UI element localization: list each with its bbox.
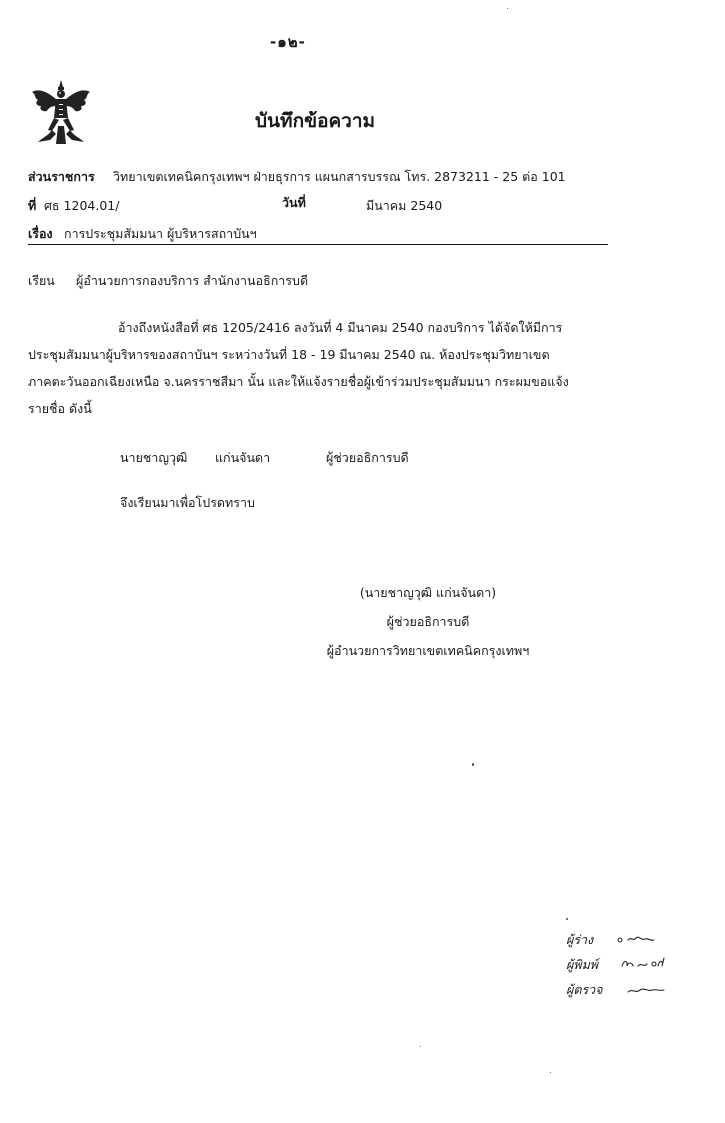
- scan-speck: [420, 1046, 421, 1047]
- subject-label: เรื่อง: [28, 226, 53, 241]
- date-label: วันที่: [282, 195, 306, 210]
- dept-label: ส่วนราชการ: [28, 169, 95, 184]
- routing-initials-icon: [614, 928, 674, 1000]
- body-paragraph: [28, 314, 608, 422]
- memo-title: บันทึกข้อความ: [255, 110, 376, 132]
- scan-speck: [507, 8, 508, 9]
- dept-value: วิทยาเขตเทคนิคกรุงเทพฯ ฝ่ายธุรการ แผนกสารบรรณ โทร. 2873211 - 25 ต่อ 101: [113, 169, 566, 184]
- checker-label: ผู้ตรวจ: [566, 982, 603, 997]
- attendee-position: ผู้ช่วยอธิการบดี: [326, 450, 409, 465]
- date-value: มีนาคม 2540: [366, 198, 443, 213]
- scan-speck: [472, 763, 474, 766]
- page-number: -๑๒-: [270, 33, 306, 51]
- body-line: ภาคตะวันออกเฉียงเหนือ จ.นครราชสีมา นั้น และให้แจ้งรายชื่อผู้เข้าร่วมประชุมสัมมนา กระผมขอแจ้ง: [28, 374, 569, 389]
- garuda-emblem-icon: [30, 78, 92, 146]
- subject-value: การประชุมสัมมนา ผู้บริหารสถาบันฯ: [64, 226, 257, 241]
- salutation-value: ผู้อำนวยการกองบริการ สำนักงานอธิการบดี: [76, 273, 309, 288]
- signature-name: (นายชาญวุฒิ แก่นจันดา): [359, 585, 497, 600]
- signature-org: ผู้อำนวยการวิทยาเขตเทคนิคกรุงเทพฯ: [326, 643, 530, 658]
- mark-dot: [566, 918, 568, 920]
- attendee-surname: แก่นจันดา: [215, 450, 271, 465]
- signature-title: ผู้ช่วยอธิการบดี: [386, 614, 470, 629]
- closing-text: จึงเรียนมาเพื่อโปรดทราบ: [120, 495, 255, 510]
- attendee-name: นายชาญวุฒิ: [120, 450, 188, 465]
- ref-value: ศธ 1204.01/: [44, 198, 120, 213]
- drafter-label: ผู้ร่าง: [566, 932, 594, 947]
- body-line: อ้างถึงหนังสือที่ ศธ 1205/2416 ลงวันที่ 4 มีนาคม 2540 กองบริการ ได้จัดให้มีการ: [118, 320, 563, 335]
- typist-label: ผู้พิมพ์: [566, 957, 599, 972]
- ref-label: ที่: [28, 198, 37, 213]
- header-divider: [28, 244, 608, 245]
- scan-speck: [550, 1072, 551, 1073]
- body-line: ประชุมสัมมนาผู้บริหารของสถาบันฯ ระหว่างวันที่ 18 - 19 มีนาคม 2540 ณ. ห้องประชุมวิทยาเขต: [28, 347, 550, 362]
- body-line: รายชื่อ ดังนี้: [28, 401, 92, 416]
- salutation-label: เรียน: [28, 273, 55, 288]
